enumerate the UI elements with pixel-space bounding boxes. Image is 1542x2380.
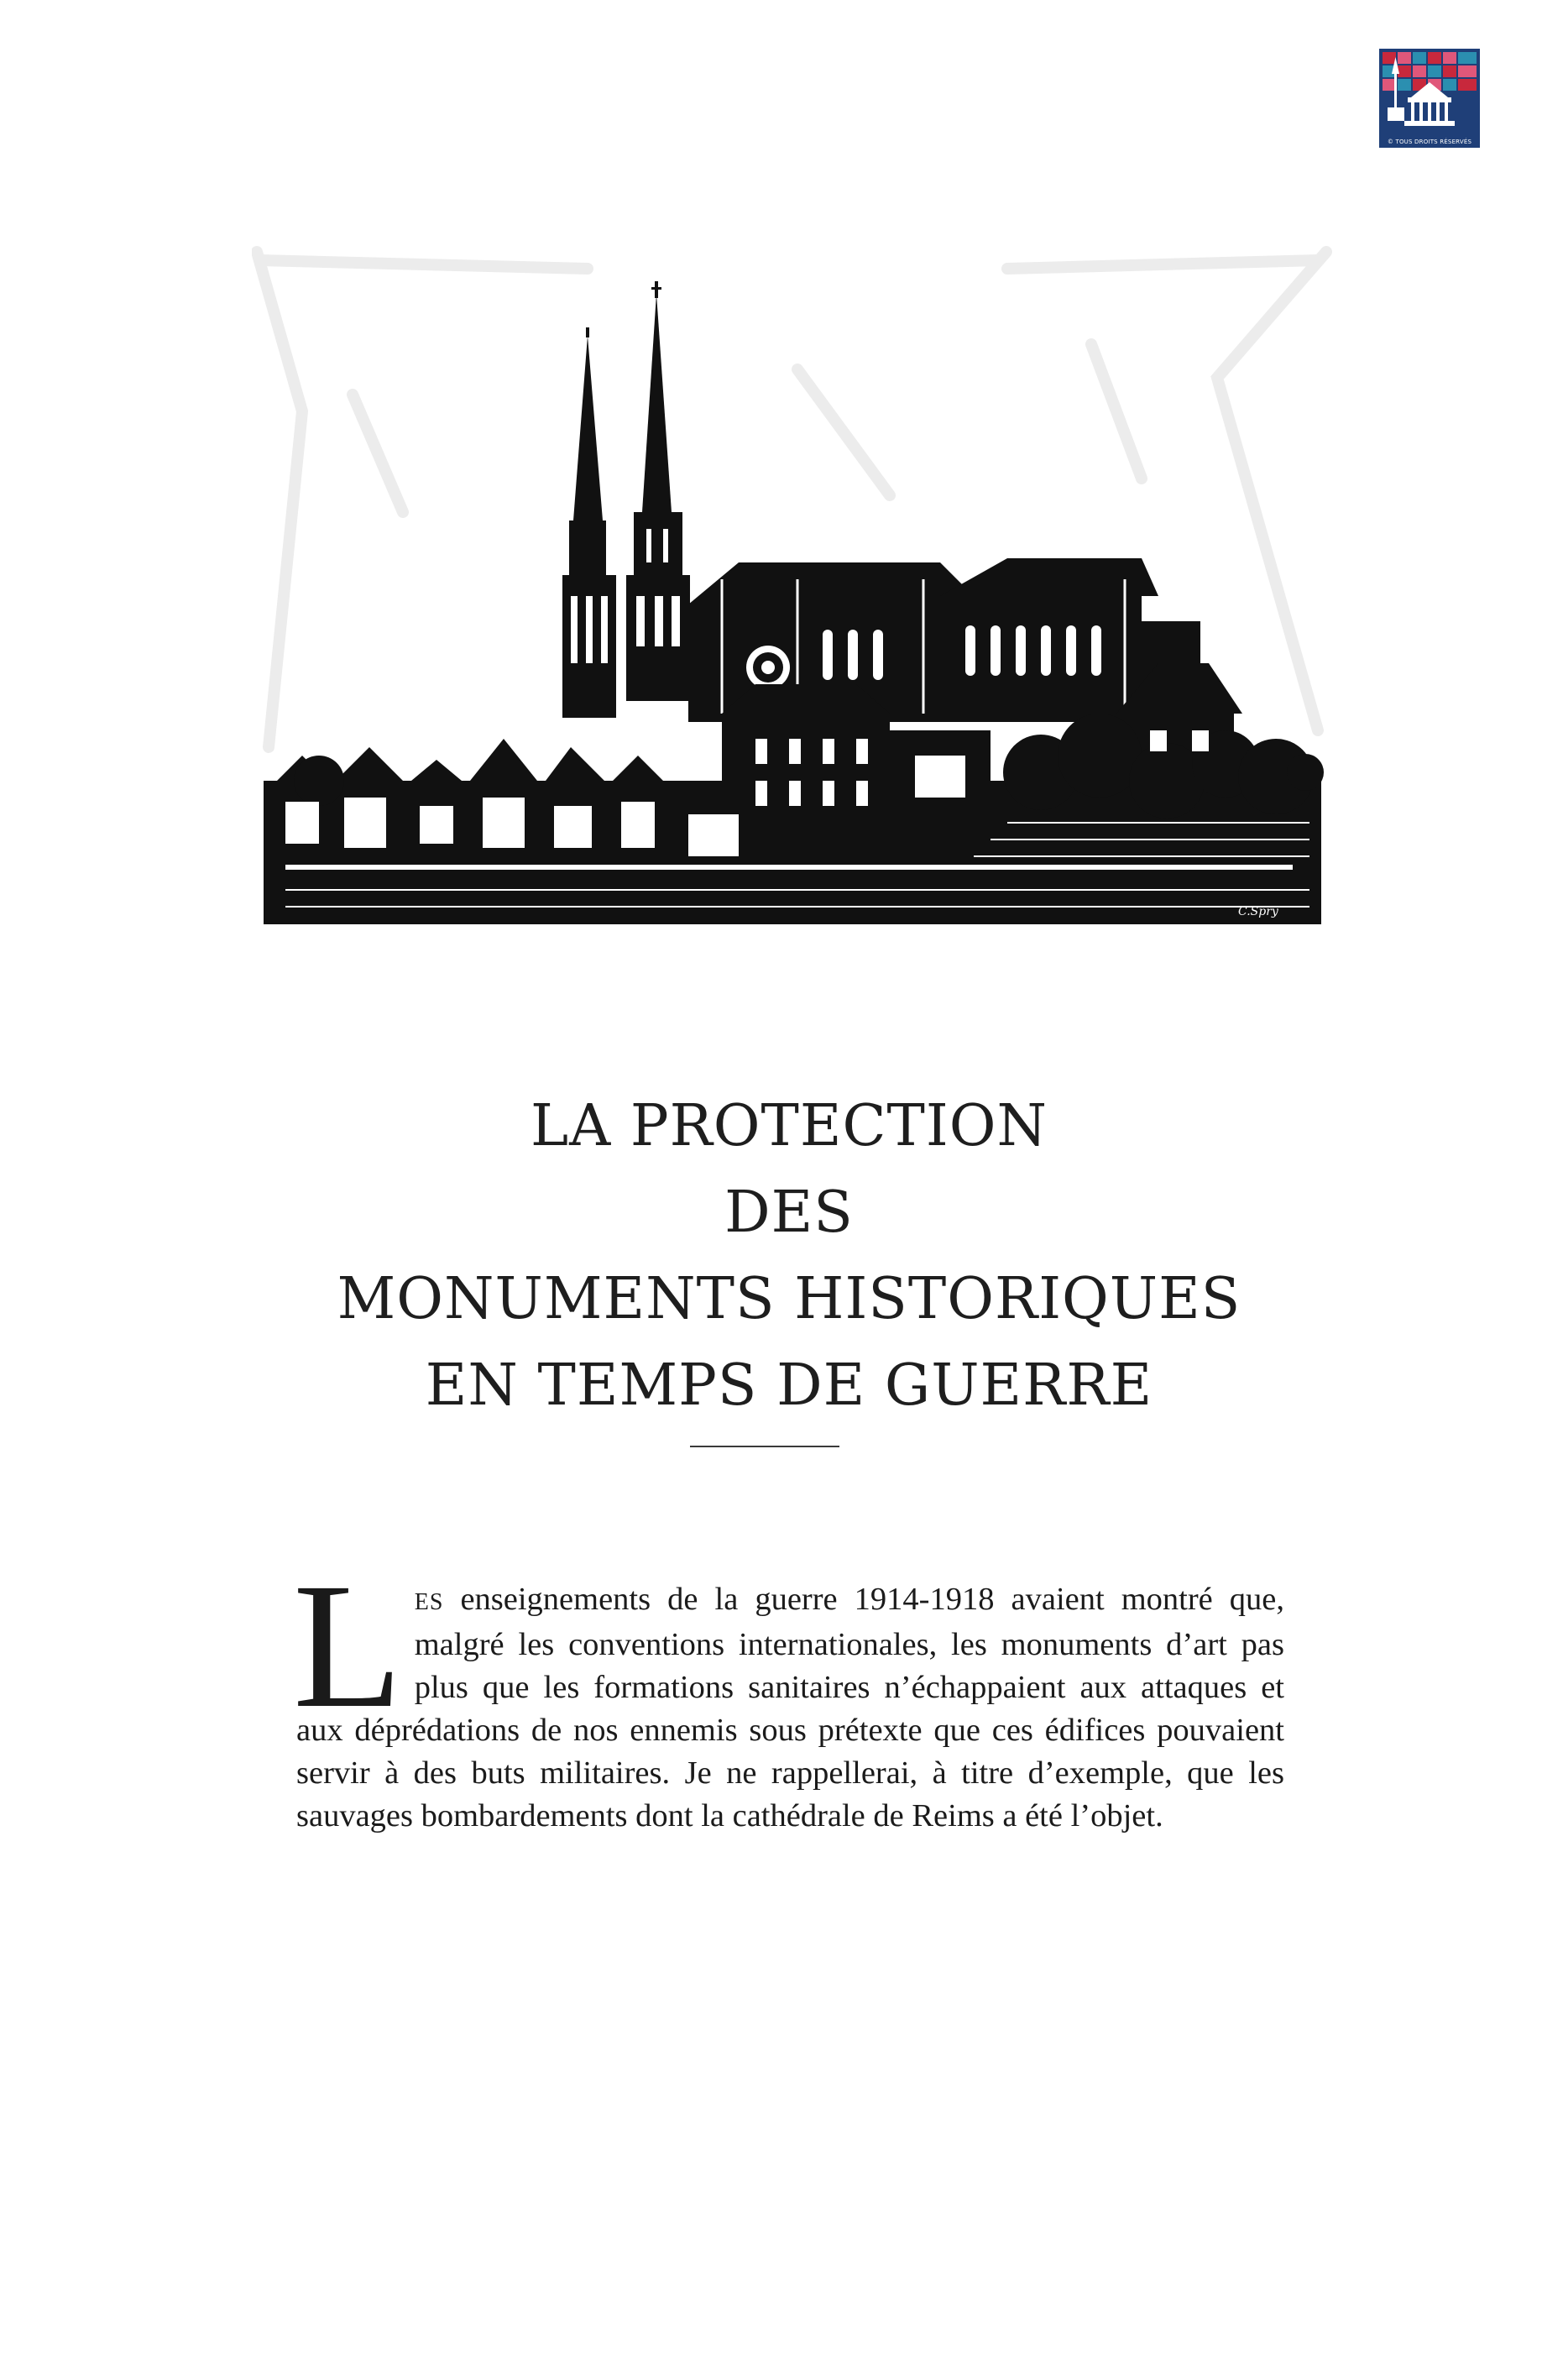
title-line-3: MONUMENTS HISTORIQUES — [337, 1266, 1241, 1332]
monument-logo — [1379, 49, 1480, 148]
first-word-smallcaps: ES — [414, 1589, 444, 1615]
cathedral-engraving-icon — [252, 243, 1335, 932]
monument-logo-icon — [1379, 49, 1480, 136]
paragraph-text: enseignements de la guerre 1914-1918 avaient montré que, malgré les conventions internationales, les monuments d’art pas plus que les formations sanitaires n’échappaient aux attaques et aux déprédations de nos ennemis sous prétexte que ces édifices pouvaient servir à des buts militaires. Je ne rappellerai, à titre d’exemple, que les sauvages bombardements dont la cathédrale de Reims a été l’objet. — [296, 1582, 1284, 1833]
logo-caption: © TOUS DROITS RÉSERVÉS — [1379, 136, 1480, 148]
drop-cap: L — [293, 1546, 403, 1745]
chapter-title — [210, 1083, 1368, 1429]
title-line-2: DES — [724, 1180, 854, 1246]
title-line-4: EN TEMPS DE GUERRE — [425, 1352, 1153, 1419]
title-divider — [690, 1446, 839, 1447]
svg-text:C.Spry: C.Spry — [1238, 905, 1278, 918]
title-line-1: LA PROTECTION — [530, 1093, 1048, 1159]
cathedral-illustration — [252, 243, 1335, 932]
body-paragraph — [293, 1546, 1284, 1838]
